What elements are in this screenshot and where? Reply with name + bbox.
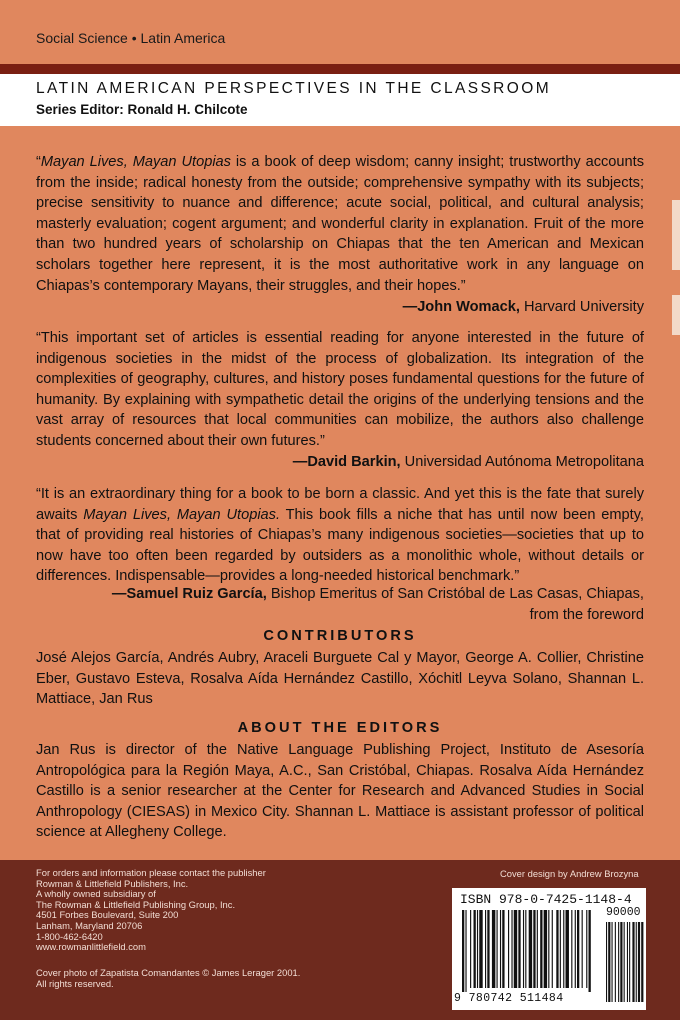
series-stripe bbox=[0, 64, 680, 74]
photo-credit-line: Cover photo of Zapatista Comandantes © James Lerager 2001. bbox=[36, 967, 301, 978]
quote-womack bbox=[36, 152, 644, 296]
barcode-bar bbox=[523, 910, 524, 988]
barcode-box bbox=[452, 888, 646, 1010]
attribution-womack bbox=[403, 299, 644, 315]
attribution-affiliation: Universidad Autónoma Metropolitana bbox=[400, 454, 644, 470]
editors-bio: Jan Rus is director of the Native Language Publishing Project, Instituto de Asesoría Antropológica para la Región Maya, A.C., San Cristóbal, Chiapas. Rosalva Aída Hernández Castillo is a senior researcher at the Center for Research and Advanced Studies in Social Anthropology (CIESAS) in Mexico City. Shannan L. Mattiace is assistant professor of political science at Allegheny College. bbox=[36, 742, 644, 841]
publisher-line: 1-800-462-6420 bbox=[36, 930, 103, 942]
publisher-line: Lanham, Maryland 20706 bbox=[36, 919, 143, 931]
barcode-bar bbox=[571, 910, 572, 988]
barcode-addon-bar bbox=[620, 922, 622, 1002]
barcode-bar bbox=[465, 910, 466, 992]
barcode-addon-bar bbox=[615, 922, 616, 1002]
attribution-affiliation: Bishop Emeritus of San Cristóbal de Las Casas, Chiapas, bbox=[266, 586, 644, 602]
isbn-label: ISBN 978-0-7425-1148-4 bbox=[460, 892, 632, 907]
barcode-bar bbox=[589, 910, 591, 992]
barcode-main-number: 9 780742 511484 bbox=[454, 992, 564, 1005]
barcode-bar bbox=[462, 910, 464, 992]
barcode-bar bbox=[582, 910, 583, 988]
attribution-barkin bbox=[293, 454, 644, 470]
quote-text: This book fills a niche that has until now been empty, that of providing real histories of Chiapas’s many indigenous societies—societies that up to now have too often been regarded by outsiders as a monolithic whole, without details or differences. Indispensable—provides a long-needed historical benchmark.” bbox=[36, 506, 644, 585]
barcode-bar bbox=[552, 910, 553, 988]
barcode-addon-bar bbox=[612, 922, 613, 1002]
attribution-author: —David Barkin, bbox=[292, 454, 401, 470]
barcode-bar bbox=[497, 910, 498, 988]
barcode-bar bbox=[518, 910, 520, 988]
barcode-addon-bar bbox=[624, 922, 625, 1002]
barcode-bar bbox=[529, 910, 532, 988]
barcode-addon-bar bbox=[636, 922, 637, 1002]
attribution-ruiz bbox=[112, 586, 644, 602]
series-title: LATIN AMERICAN PERSPECTIVES IN THE CLASSROOM bbox=[36, 80, 552, 97]
barcode-bar bbox=[540, 910, 542, 988]
barcode-bar bbox=[508, 910, 509, 988]
publisher-info bbox=[36, 868, 266, 953]
barcode-addon-bar bbox=[618, 922, 619, 1002]
barcode-bar bbox=[492, 910, 495, 988]
publisher-line: A wholly owned subsidiary of bbox=[36, 888, 156, 900]
photo-credit bbox=[36, 968, 300, 989]
series-editor: Series Editor: Ronald H. Chilcote bbox=[36, 102, 248, 117]
barcode-addon-bar bbox=[632, 922, 634, 1002]
barcode-addon-bar bbox=[638, 922, 640, 1002]
cover-design-credit: Cover design by Andrew Brozyna bbox=[500, 868, 639, 879]
publisher-line: The Rowman & Littlefield Publishing Group, Inc. bbox=[36, 898, 236, 910]
publisher-line: For orders and information please contact the publisher bbox=[36, 867, 266, 878]
barcode-bar bbox=[577, 910, 579, 988]
barcode-bar bbox=[575, 910, 576, 988]
barcode-addon-bar bbox=[608, 922, 610, 1002]
barcode-bar bbox=[502, 910, 504, 988]
edge-strip bbox=[672, 295, 680, 335]
barcode-addon-bar bbox=[629, 922, 630, 1002]
barcode-bar bbox=[479, 910, 482, 988]
barcode-bar bbox=[586, 910, 587, 988]
quote-barkin: “This important set of articles is essential reading for anyone interested in the future of indigenous societies in the midst of the process of globalization. Its integration of the complexities of geography, cultures, and history poses fundamental questions for the future of humanity. By explaining with sympathetic detail the origins of the underlying tensions and the vast array of resources that local communities can mobilize, the authors also challenge students concerned about their own futures.” bbox=[36, 330, 644, 449]
quote-text: “It is an extraordinary thing for a book to be born a classic. And yet this is the fate that surely awaits bbox=[36, 486, 644, 523]
barcode-addon-bar bbox=[627, 922, 628, 1002]
barcode-bar bbox=[533, 910, 535, 988]
barcode-bar bbox=[514, 910, 517, 988]
barcode-addon-bar bbox=[606, 922, 607, 1002]
barcode-bar bbox=[566, 910, 569, 988]
barcode-bar bbox=[548, 910, 549, 988]
attribution-affiliation: Harvard University bbox=[519, 299, 644, 315]
attribution-author: —John Womack, bbox=[402, 299, 520, 315]
contributors-heading: CONTRIBUTORS bbox=[263, 628, 417, 644]
attribution-note: from the foreword bbox=[529, 607, 644, 623]
barcode-bar bbox=[556, 910, 558, 988]
barcode-bar bbox=[485, 910, 486, 988]
publisher-line: 4501 Forbes Boulevard, Suite 200 bbox=[36, 909, 179, 921]
quote-open-mark: “ bbox=[36, 154, 41, 170]
barcode-bar bbox=[470, 910, 471, 988]
category-label: Social Science • Latin America bbox=[36, 30, 226, 46]
contributors-list: José Alejos García, Andrés Aubry, Araceli Burguete Cal y Mayor, George A. Collier, Christine Eber, Gustavo Esteva, Rosalva Aída Hernández Castillo, Xóchitl Leyva Solano, Shannan L. Mattiace, Jan Rus bbox=[36, 650, 644, 708]
barcode-bar bbox=[537, 910, 538, 988]
barcode-addon-number: 90000 bbox=[606, 906, 641, 919]
barcode-bar bbox=[477, 910, 478, 988]
edge-strip bbox=[672, 200, 680, 270]
barcode-bar bbox=[560, 910, 561, 988]
publisher-line: Rowman & Littlefield Publishers, Inc. bbox=[36, 877, 189, 889]
barcode-bar bbox=[525, 910, 526, 988]
barcode-addon-bar bbox=[641, 922, 643, 1002]
barcode-bar bbox=[487, 910, 489, 988]
rights-line: All rights reserved. bbox=[36, 977, 114, 989]
book-title: Mayan Lives, Mayan Utopias. bbox=[83, 506, 281, 523]
attribution-author: —Samuel Ruiz García, bbox=[111, 586, 267, 602]
barcode-bar bbox=[563, 910, 564, 988]
barcode-bar bbox=[544, 910, 547, 988]
barcode-bar bbox=[500, 910, 501, 988]
publisher-website: www.rowmanlittlefield.com bbox=[36, 941, 146, 953]
barcode-bar bbox=[511, 910, 512, 988]
quote-text: is a book of deep wisdom; canny insight; trustworthy accounts from the inside; radical honesty from the outside; comprehensive sympathy with its subjects; precise sensitivity to nuance and difference; acute social, political, and cultural analysis; masterly evaluation; cogent argument; and wonderful clarity in explanation. Fruit of the more than two hundred years of scholarship on Chiapas that the ten American and Mexican scholars together here represent, it is the most authoritative work in any language on Chiapas’s contemporary Mayans, their struggles, and their hopes.” bbox=[36, 154, 644, 294]
barcode-bar bbox=[474, 910, 476, 988]
quote-ruiz bbox=[36, 484, 644, 587]
book-title: Mayan Lives, Mayan Utopias bbox=[40, 154, 231, 170]
editors-heading: ABOUT THE EDITORS bbox=[237, 720, 443, 736]
